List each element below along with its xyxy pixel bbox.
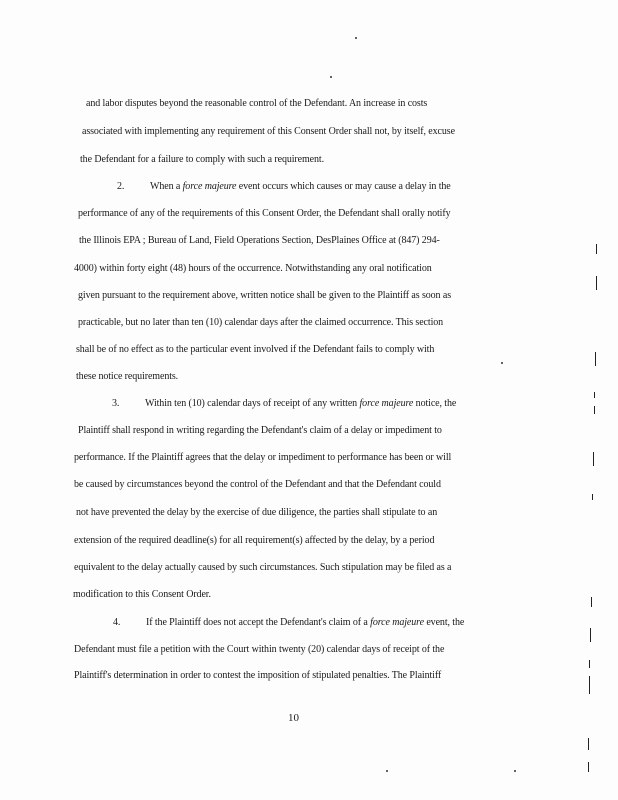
- margin-mark: [595, 352, 596, 366]
- text-line: practicable, but no later than ten (10) calendar days after the claimed occurrence. This section: [78, 317, 444, 328]
- text-line: be caused by circumstances beyond the control of the Defendant and that the Defendant could: [74, 479, 441, 490]
- scan-speck: [330, 76, 332, 78]
- text-line: equivalent to the delay actually caused by such circumstances. Such stipulation may be filed as a: [74, 562, 452, 573]
- text-line: extension of the required deadline(s) for all requirement(s) affected by the delay, by a period: [74, 535, 435, 546]
- paragraph-number: 2.: [117, 181, 125, 192]
- text-line: performance. If the Plaintiff agrees that the delay or impediment to performance has been or will: [74, 452, 452, 463]
- margin-mark: [594, 392, 595, 398]
- text-line: shall be of no effect as to the particular event involved if the Defendant fails to comply with: [76, 344, 435, 355]
- text-line: the Defendant for a failure to comply with such a requirement.: [80, 154, 324, 165]
- text-line: and labor disputes beyond the reasonable control of the Defendant. An increase in costs: [86, 98, 428, 109]
- margin-mark: [596, 244, 597, 254]
- paragraph-number: 4.: [113, 617, 121, 628]
- margin-mark: [593, 452, 594, 466]
- text-line: 4000) within forty eight (48) hours of the occurrence. Notwithstanding any oral notification: [74, 263, 432, 274]
- margin-mark: [594, 406, 595, 414]
- margin-mark: [589, 660, 590, 668]
- text-line: Within ten (10) calendar days of receipt of any written force majeure notice, the: [145, 398, 457, 409]
- text-line: Plaintiff's determination in order to contest the imposition of stipulated penalties. The Plaintiff: [74, 670, 442, 681]
- text-line: not have prevented the delay by the exercise of due diligence, the parties shall stipulate to an: [76, 507, 438, 518]
- margin-mark: [596, 276, 597, 290]
- text-line: the Illinois EPA ; Bureau of Land, Field Operations Section, DesPlaines Office at (847) 294-: [79, 235, 440, 246]
- scan-speck: [514, 770, 516, 772]
- margin-mark: [591, 597, 592, 607]
- margin-mark: [588, 738, 589, 750]
- text-line: performance of any of the requirements of this Consent Order, the Defendant shall orally notify: [78, 208, 451, 219]
- text-line: Defendant must file a petition with the Court within twenty (20) calendar days of receipt of the: [74, 644, 445, 655]
- text-line: If the Plaintiff does not accept the Defendant's claim of a force majeure event, the: [146, 617, 465, 628]
- text-line: Plaintiff shall respond in writing regarding the Defendant's claim of a delay or impediment to: [78, 425, 442, 436]
- margin-mark: [592, 494, 593, 500]
- scan-speck: [355, 37, 357, 39]
- scan-speck: [501, 362, 503, 364]
- paragraph-number: 3.: [112, 398, 120, 409]
- text-line: these notice requirements.: [76, 371, 179, 382]
- margin-mark: [590, 628, 591, 642]
- text-line: given pursuant to the requirement above, written notice shall be given to the Plaintiff as soon as: [78, 290, 451, 301]
- scan-speck: [386, 770, 388, 772]
- margin-mark: [588, 762, 589, 772]
- text-line: modification to this Consent Order.: [73, 589, 211, 600]
- text-line: associated with implementing any requirement of this Consent Order shall not, by itself, excuse: [82, 126, 455, 137]
- page-number: 10: [288, 712, 299, 724]
- text-line: When a force majeure event occurs which causes or may cause a delay in the: [150, 181, 451, 192]
- margin-mark: [589, 676, 590, 694]
